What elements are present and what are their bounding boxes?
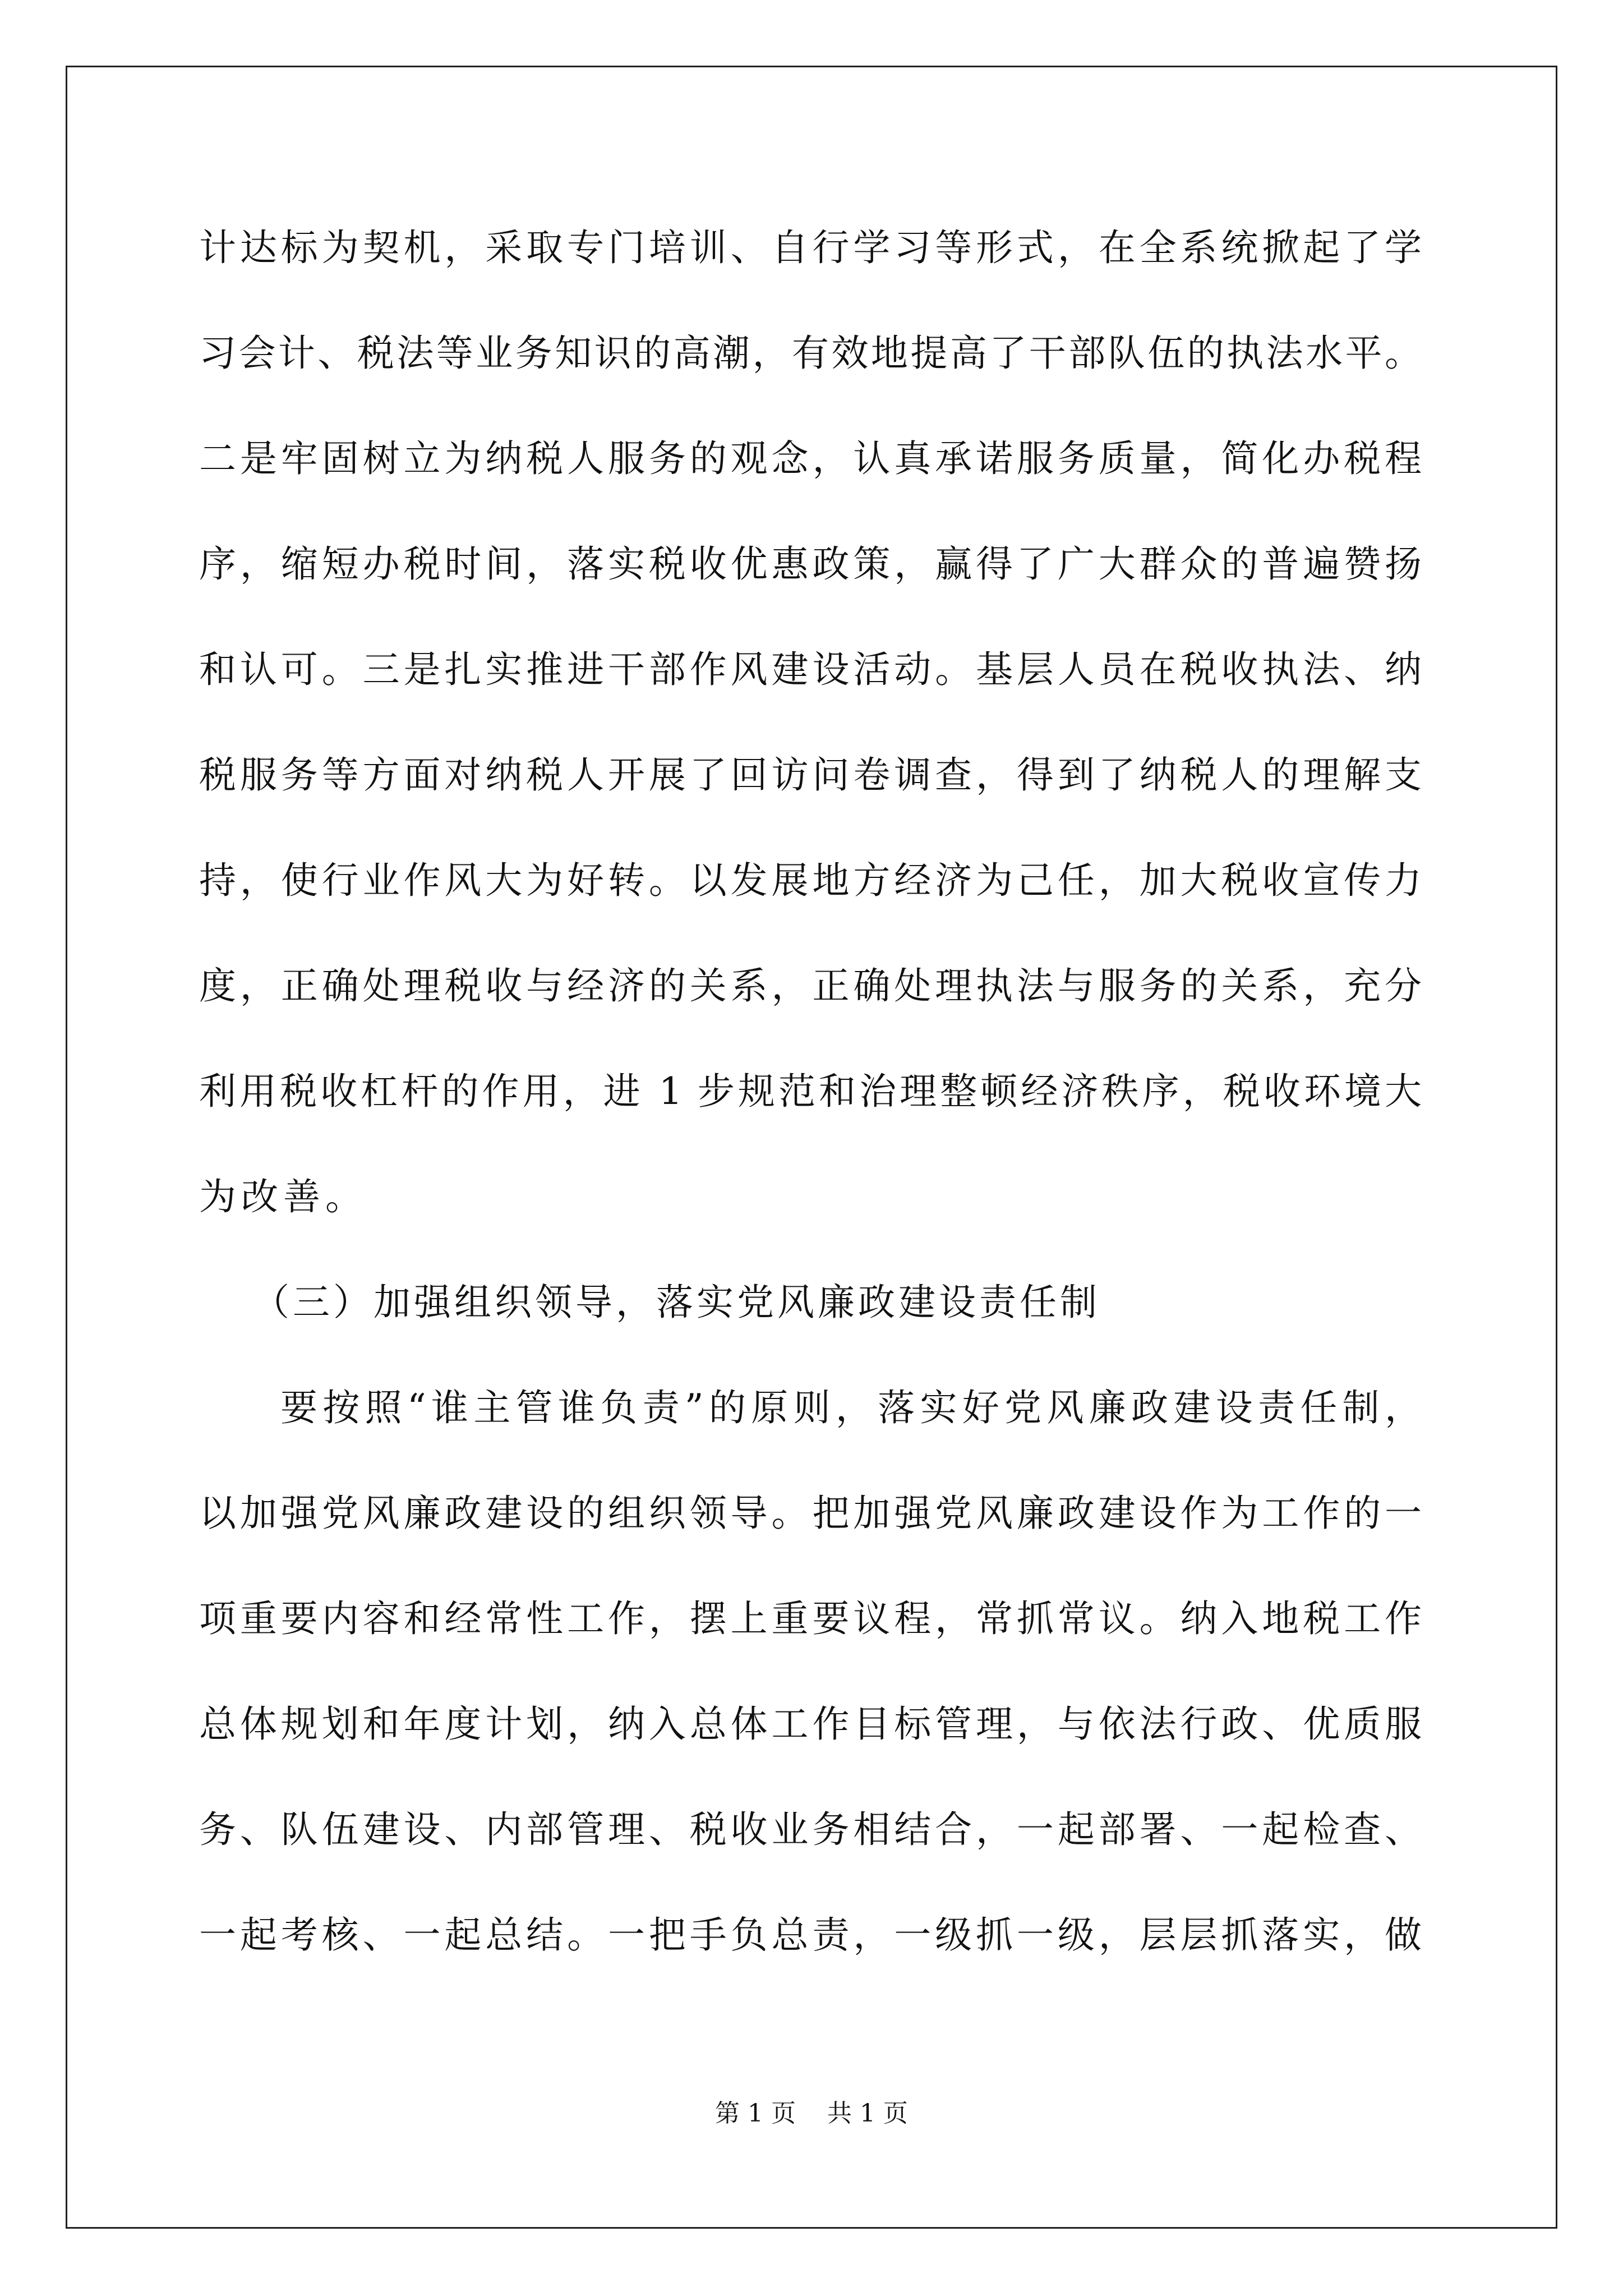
body-text-line: 总体规划和年度计划，纳入总体工作目标管理，与依法行政、优质服 bbox=[199, 1703, 1422, 1746]
body-text-line: 税服务等方面对纳税人开展了回访问卷调查，得到了纳税人的理解支 bbox=[199, 753, 1422, 797]
body-text-line: 利用税收杠杆的作用，进 1 步规范和治理整顿经济秩序，税收环境大 bbox=[199, 1070, 1422, 1113]
page-footer: 第 1 页 共 1 页 bbox=[715, 2099, 908, 2128]
body-text-line: 序，缩短办税时间，落实税收优惠政策，赢得了广大群众的普遍赞扬 bbox=[199, 542, 1422, 586]
section-heading: （三）加强组织领导，落实党风廉政建设责任制 bbox=[252, 1281, 1100, 1324]
page-border bbox=[66, 66, 1557, 2229]
body-text-line: 为改善。 bbox=[199, 1175, 367, 1218]
body-text-line: 务、队伍建设、内部管理、税收业务相结合，一起部署、一起检查、 bbox=[199, 1808, 1422, 1851]
body-text-line: 以加强党风廉政建设的组织领导。把加强党风廉政建设作为工作的一 bbox=[199, 1492, 1422, 1535]
body-text-line: 和认可。三是扎实推进干部作风建设活动。基层人员在税收执法、纳 bbox=[199, 648, 1422, 691]
body-text-line: 二是牢固树立为纳税人服务的观念，认真承诺服务质量，简化办税程 bbox=[199, 437, 1422, 480]
body-text-line: 持，使行业作风大为好转。以发展地方经济为己任，加大税收宣传力 bbox=[199, 859, 1422, 902]
paragraph-first-line: 要按照“谁主管谁负责”的原则，落实好党风廉政建设责任制， bbox=[280, 1386, 1422, 1429]
body-text-line: 一起考核、一起总结。一把手负总责，一级抓一级，层层抓落实，做 bbox=[199, 1913, 1422, 1957]
body-text-line: 度，正确处理税收与经济的关系，正确处理执法与服务的关系，充分 bbox=[199, 964, 1422, 1007]
body-text-line: 习会计、税法等业务知识的高潮，有效地提高了干部队伍的执法水平。 bbox=[199, 332, 1422, 375]
body-text-line: 计达标为契机，采取专门培训、自行学习等形式，在全系统掀起了学 bbox=[199, 226, 1422, 269]
body-text-line: 项重要内容和经常性工作，摆上重要议程，常抓常议。纳入地税工作 bbox=[199, 1597, 1422, 1640]
